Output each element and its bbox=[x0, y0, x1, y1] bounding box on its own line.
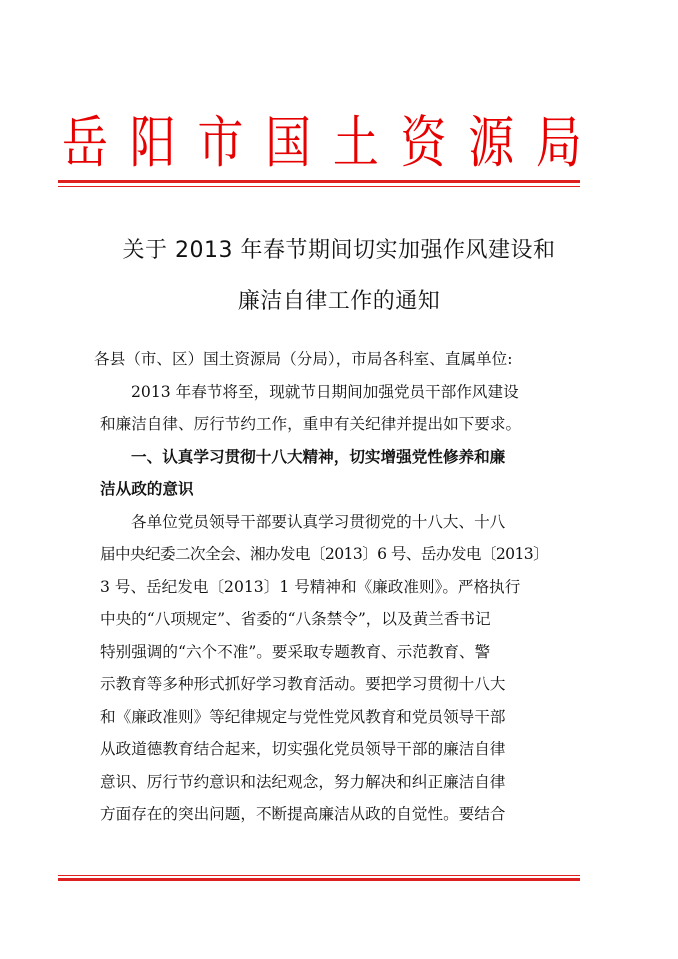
letterhead-char: 源 bbox=[468, 109, 515, 176]
paragraph-line: 示教育等多种形式抓好学习教育活动。要把学习贯彻十八大 bbox=[100, 675, 506, 693]
letterhead bbox=[62, 98, 582, 184]
letterhead-char: 国 bbox=[265, 109, 312, 176]
paragraph-line: 各单位党员领导干部要认真学习贯彻党的十八大、十八 bbox=[131, 512, 506, 531]
letterhead-char: 土 bbox=[332, 109, 379, 176]
paragraph-line: 特别强调的“六个不准”。要采取专题教育、示范教育、警 bbox=[100, 642, 491, 661]
letterhead-divider-thick bbox=[58, 180, 580, 183]
letterhead-char: 阳 bbox=[129, 109, 176, 176]
section-heading-line: 洁从政的意识 bbox=[100, 480, 194, 498]
letterhead-org-name bbox=[62, 98, 582, 180]
paragraph-line: 和廉洁自律、厉行节约工作，重申有关纪律并提出如下要求。 bbox=[100, 415, 522, 433]
letterhead-divider-thin bbox=[58, 186, 580, 187]
letterhead-char: 岳 bbox=[62, 109, 108, 176]
letterhead-char: 资 bbox=[400, 109, 447, 176]
paragraph-line: 届中央纪委二次全会、湘办发电〔2013〕6 号、岳办发电〔2013〕 bbox=[100, 545, 549, 563]
paragraph-line: 方面存在的突出问题，不断提高廉洁从政的自觉性。要结合 bbox=[100, 805, 506, 823]
paragraph-line: 和《廉政准则》等纪律规定与党性党风教育和党员领导干部 bbox=[100, 707, 506, 726]
document-title-line-1: 关于 2013 年春节期间切实加强作风建设和 bbox=[122, 238, 556, 263]
footer-divider-thin bbox=[58, 875, 580, 876]
paragraph-line: 中央的“八项规定”、省委的“八条禁令”，以及黄兰香书记 bbox=[100, 610, 491, 628]
letterhead-char: 局 bbox=[535, 109, 582, 176]
paragraph-line: 意识、厉行节约意识和法纪观念，努力解决和纠正廉洁自律 bbox=[100, 772, 506, 791]
paragraph-line: 从政道德教育结合起来，切实强化党员领导干部的廉洁自律 bbox=[100, 740, 506, 758]
salutation: 各县（市、区）国土资源局（分局），市局各科室、直属单位: bbox=[94, 350, 513, 368]
paragraph-line: 3 号、岳纪发电〔2013〕1 号精神和《廉政准则》。严格执行 bbox=[100, 577, 521, 596]
document-body bbox=[94, 343, 580, 831]
footer-divider-thick bbox=[58, 878, 580, 881]
document-title-line-2: 廉洁自律工作的通知 bbox=[237, 289, 441, 314]
paragraph-line: 2013 年春节将至，现就节日期间加强党员干部作风建设 bbox=[131, 382, 519, 401]
letterhead-char: 市 bbox=[197, 109, 244, 176]
section-heading-line: 一、认真学习贯彻十八大精神，切实增强党性修养和廉 bbox=[131, 447, 506, 466]
